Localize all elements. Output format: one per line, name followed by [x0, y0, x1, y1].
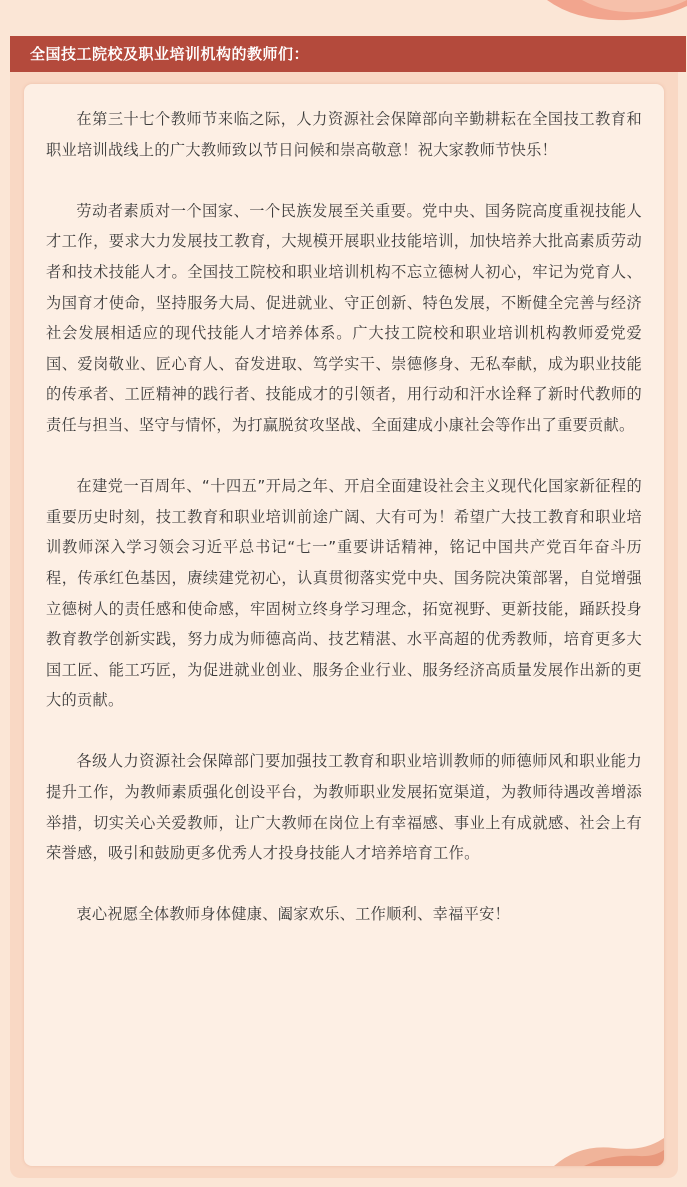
letter-card [24, 84, 664, 1166]
paragraph-departments: 各级人力资源社会保障部门要加强技工教育和职业培训教师的师德师风和职业能力提升工作，为教师素质强化创设平台，为教师职业发展拓宽渠道，为教师待遇改善增添举措，切实关心关爱教师，让广大教师在岗位上有幸福感、事业上有成就感、社会上有荣誉感，吸引和鼓励更多优秀人才投身技能人才培养培育工作。 [46, 752, 642, 863]
paragraph-greeting: 在第三十七个教师节来临之际，人力资源社会保障部向辛勤耕耘在全国技工教育和职业培训战线上的广大教师致以节日问候和崇高敬意！祝大家教师节快乐！ [46, 110, 642, 159]
letter-salutation-header [10, 36, 686, 72]
top-wave-decoration [487, 0, 687, 40]
bottom-wave-decoration [544, 1126, 664, 1166]
paragraph-wishes: 衷心祝愿全体教师身体健康、阖家欢乐、工作顺利、幸福平安！ [76, 905, 511, 924]
paragraph-expectations: 在建党一百周年、“十四五”开局之年、开启全面建设社会主义现代化国家新征程的重要历史时刻，技工教育和职业培训前途广阔、大有可为！希望广大技工教育和职业培训教师深入学习领会习近平总书记“七一”重要讲话精神，铭记中国共产党百年奋斗历程，传承红色基因，赓续建党初心，认真贯彻落实党中央、国务院决策部署，自觉增强立德树人的责任感和使命感，牢固树立终身学习理念，拓宽视野、更新技能，踊跃投身教育教学创新实践，努力成为师德高尚、技艺精湛、水平高超的优秀教师，培育更多大国工匠、能工巧匠，为促进就业创业、服务企业行业、服务经济高质量发展作出新的更大的贡献。 [46, 477, 642, 710]
salutation-text: 全国技工院校及职业培训机构的教师们： [30, 45, 310, 63]
paragraph-achievements: 劳动者素质对一个国家、一个民族发展至关重要。党中央、国务院高度重视技能人才工作，要求大力发展技工教育，大规模开展职业技能培训，加快培养大批高素质劳动者和技术技能人才。全国技工院校和职业培训机构不忘立德树人初心，牢记为党育人、为国育才使命，坚持服务大局、促进就业、守正创新、特色发展，不断健全完善与经济社会发展相适应的现代技能人才培养体系。广大技工院校和职业培训机构教师爱党爱国、爱岗敬业、匠心育人、奋发进取、笃学实干、崇德修身、无私奉献，成为职业技能的传承者、工匠精神的践行者、技能成才的引领者，用行动和汗水诠释了新时代教师的责任与担当、坚守与情怀，为打赢脱贫攻坚战、全面建成小康社会等作出了重要贡献。 [46, 201, 642, 434]
letter-body [24, 84, 664, 930]
